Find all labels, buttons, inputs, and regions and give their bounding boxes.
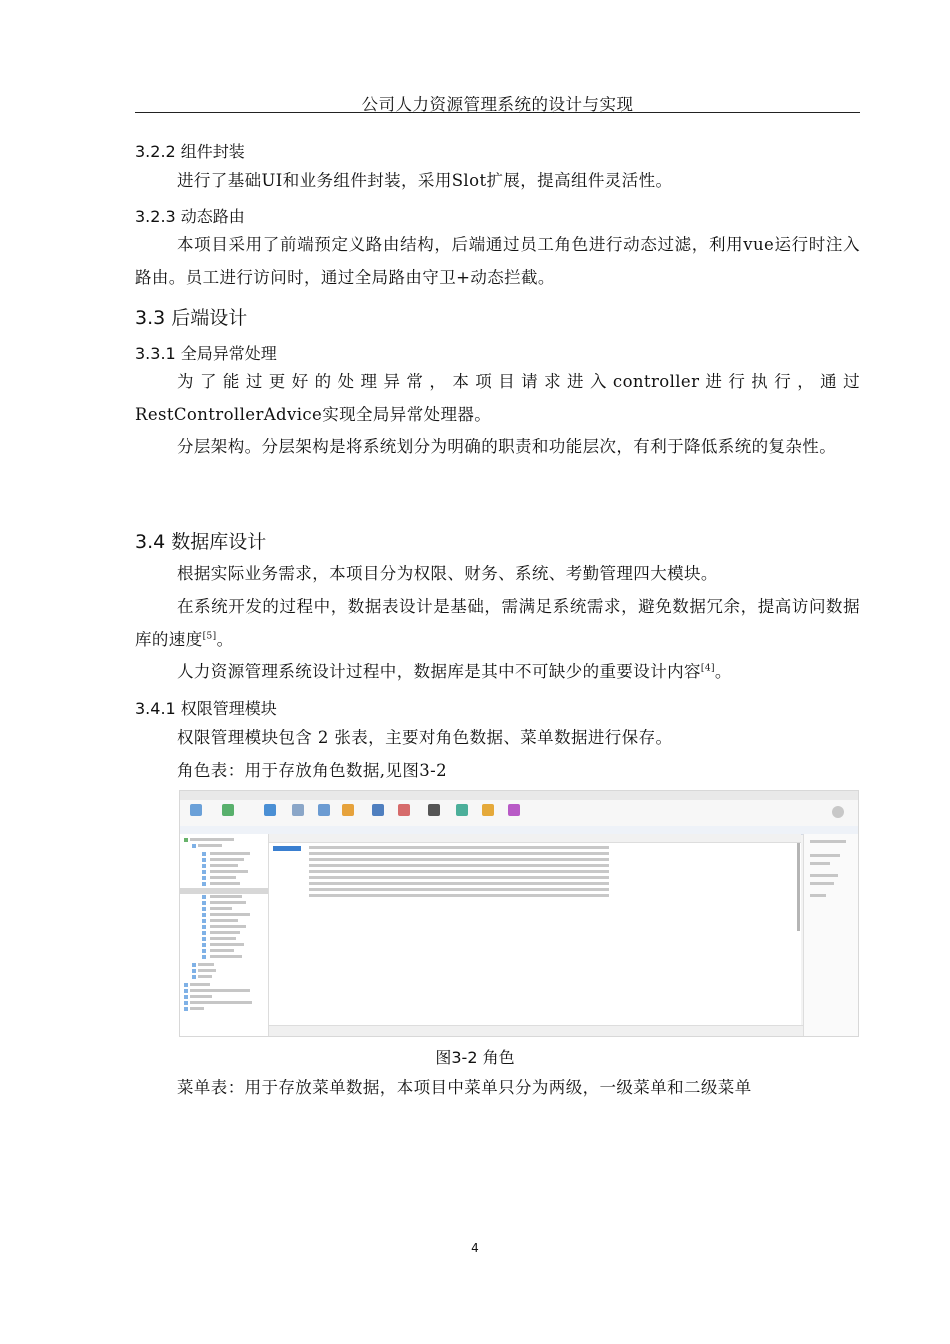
header-divider <box>135 112 860 113</box>
paragraph-text: 人力资源管理系统设计过程中，数据库是其中不可缺少的重要设计内容 <box>177 662 701 681</box>
paragraph: 根据实际业务需求，本项目分为权限、财务、系统、考勤管理四大模块。 <box>177 564 718 583</box>
figure-data-grid <box>269 834 801 1026</box>
figure-role-table-screenshot <box>179 790 859 1037</box>
paragraph-text: 在系统开发的过程中，数据表设计是基础，需满足系统需求，避免数据冗余，提高访问数据库的速度 <box>135 597 860 649</box>
paragraph: 菜单表：用于存放菜单数据，本项目中菜单只分为两级，一级菜单和二级菜单 <box>177 1078 752 1097</box>
figure-object-tree <box>180 834 269 1036</box>
paragraph: 分层架构。分层架构是将系统划分为明确的职责和功能层次，有利于降低系统的复杂性。 <box>177 437 837 456</box>
paragraph <box>135 591 860 656</box>
paragraph: 为了能过更好的处理异常，本项目请求进入controller进行执行，通过RestControllerAdvice实现全局异常处理器。 <box>135 372 860 424</box>
paragraph-end: 。 <box>216 629 234 649</box>
heading-3-3-1: 3.3.1 全局异常处理 <box>135 344 277 363</box>
heading-3-3: 3.3 后端设计 <box>135 307 248 329</box>
toolbar-icon <box>508 804 520 816</box>
heading-3-2-2: 3.2.2 组件封装 <box>135 142 245 161</box>
page-number: 4 <box>471 1241 479 1255</box>
avatar-icon <box>832 806 844 818</box>
heading-3-4: 3.4 数据库设计 <box>135 531 267 553</box>
toolbar-icon <box>318 804 330 816</box>
figure-statusbar <box>269 1025 803 1036</box>
figure-caption: 图3-2 角色 <box>435 1048 515 1067</box>
toolbar-icon <box>292 804 304 816</box>
toolbar-icon <box>190 804 202 816</box>
toolbar-icon <box>482 804 494 816</box>
toolbar-icon <box>456 804 468 816</box>
toolbar-icon <box>264 804 276 816</box>
paragraph: 权限管理模块包含 2 张表，主要对角色数据、菜单数据进行保存。 <box>177 728 673 747</box>
selected-cell <box>273 846 301 851</box>
heading-3-4-1: 3.4.1 权限管理模块 <box>135 699 277 718</box>
paragraph: 角色表：用于存放角色数据,见图3-2 <box>177 761 448 780</box>
toolbar-icon <box>342 804 354 816</box>
figure-info-panel <box>803 834 858 1036</box>
toolbar-icon <box>222 804 234 816</box>
paragraph-end: 。 <box>714 662 732 681</box>
citation-ref: [4] <box>700 663 715 674</box>
toolbar-icon <box>428 804 440 816</box>
figure-toolbar <box>180 800 858 827</box>
heading-3-2-3: 3.2.3 动态路由 <box>135 207 245 226</box>
toolbar-icon <box>398 804 410 816</box>
paragraph: 本项目采用了前端预定义路由结构，后端通过员工角色进行动态过滤，利用vue运行时注入路由。员工进行访问时，通过全局路由守卫+动态拦截。 <box>135 235 860 287</box>
grid-header <box>269 834 801 843</box>
citation-ref: [5] <box>202 631 217 641</box>
paragraph <box>135 656 860 689</box>
figure-scrollbar <box>797 843 800 931</box>
paragraph: 进行了基础UI和业务组件封装，采用Slot扩展，提高组件灵活性。 <box>177 171 673 190</box>
page-header-title: 公司人力资源管理系统的设计与实现 <box>361 95 634 114</box>
figure-window-titlebar <box>180 791 858 800</box>
toolbar-icon <box>372 804 384 816</box>
